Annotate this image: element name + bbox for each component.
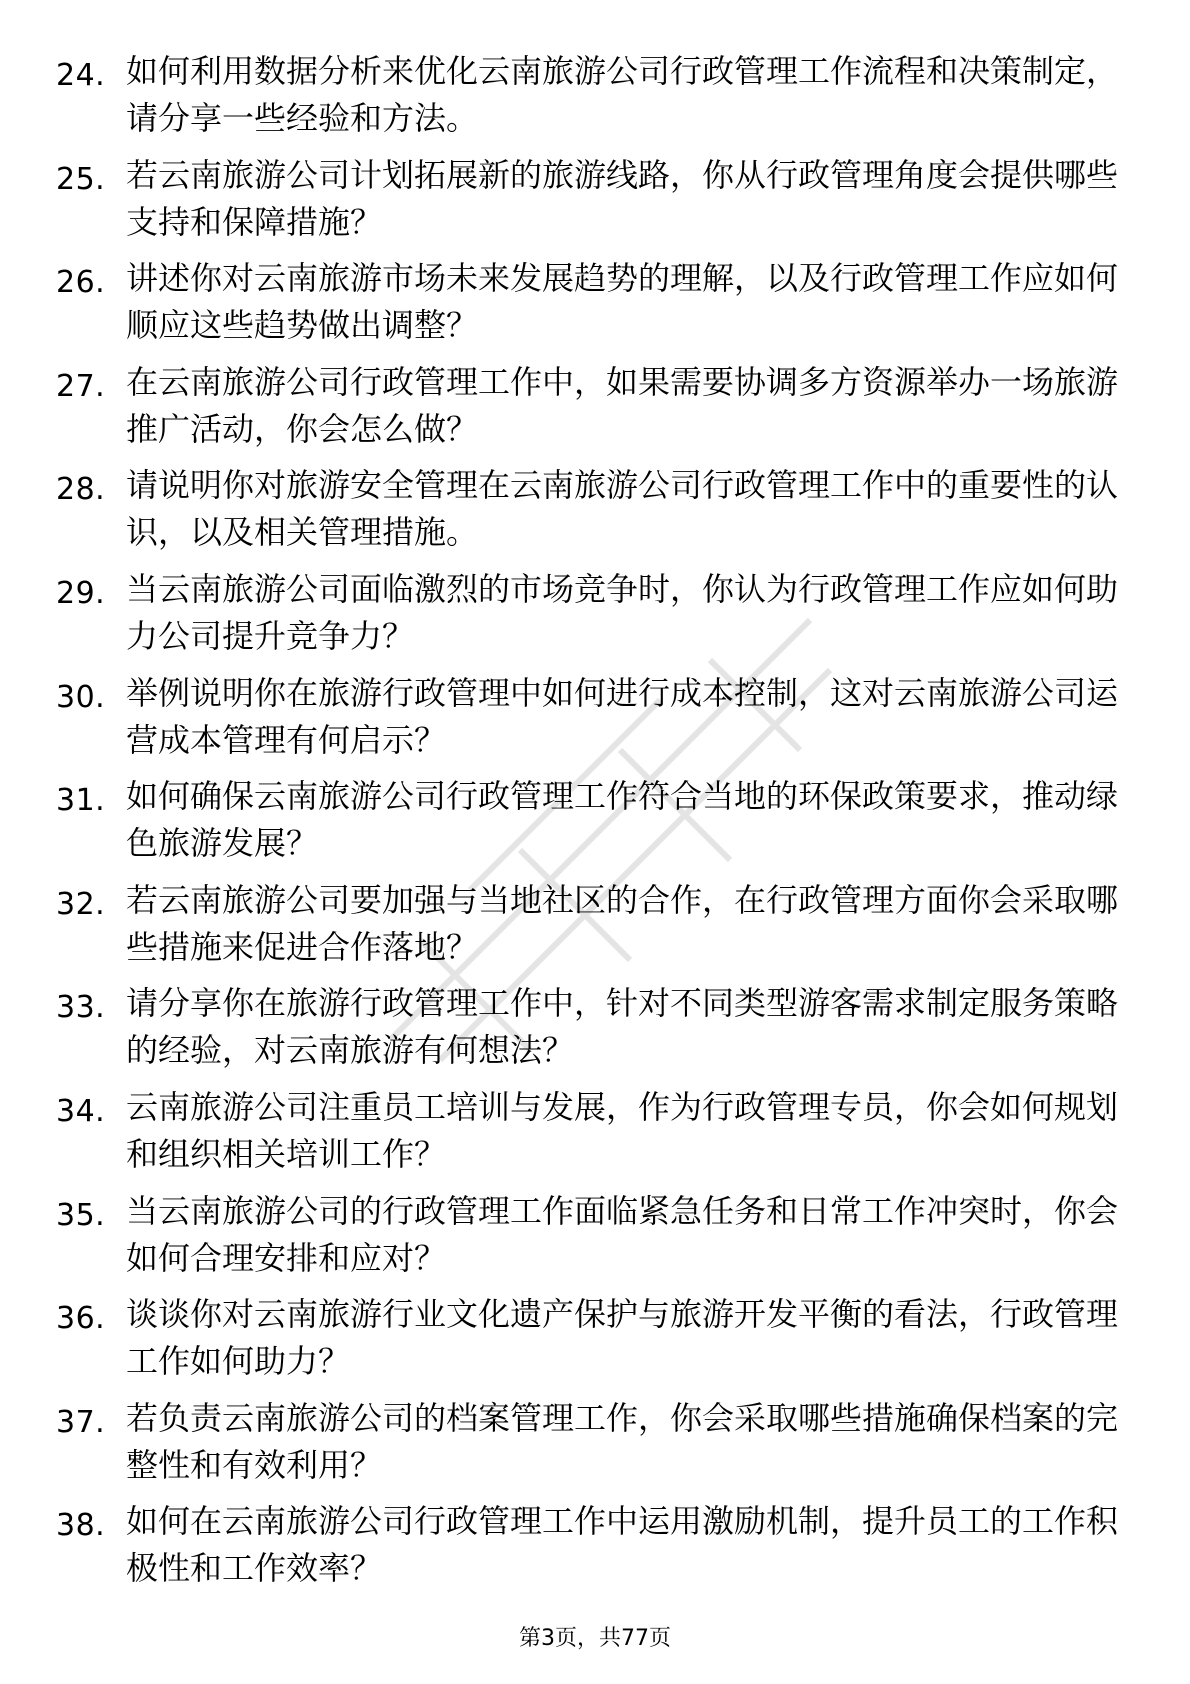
question-item (0, 773, 1190, 877)
question-number: 30. (56, 679, 106, 715)
question-item (0, 566, 1190, 670)
page-number-label: 第3页，共77页 (519, 1626, 671, 1651)
question-text: 当云南旅游公司面临激烈的市场竞争时，你认为行政管理工作应如何助力公司提升竞争力？ (126, 569, 1119, 655)
question-number: 27. (56, 368, 106, 404)
question-number: 34. (56, 1093, 106, 1129)
question-item (0, 359, 1190, 463)
question-text: 若负责云南旅游公司的档案管理工作，你会采取哪些措施确保档案的完整性和有效利用？ (126, 1398, 1119, 1484)
question-number: 25. (56, 161, 106, 197)
question-item (0, 1395, 1190, 1499)
question-item (0, 1084, 1190, 1188)
question-number: 38. (56, 1508, 106, 1544)
question-text: 云南旅游公司注重员工培训与发展，作为行政管理专员，你会如何规划和组织相关培训工作？ (126, 1087, 1119, 1173)
question-list (0, 48, 1190, 1602)
question-item (0, 877, 1190, 981)
question-item (0, 980, 1190, 1084)
question-number: 32. (56, 886, 106, 922)
question-item (0, 48, 1190, 152)
question-number: 33. (56, 990, 106, 1026)
question-number: 37. (56, 1404, 106, 1440)
page-footer (0, 1624, 1190, 1654)
question-number: 26. (56, 265, 106, 301)
question-number: 31. (56, 783, 106, 819)
question-text: 若云南旅游公司计划拓展新的旅游线路，你从行政管理角度会提供哪些支持和保障措施？ (126, 155, 1119, 241)
question-text: 如何确保云南旅游公司行政管理工作符合当地的环保政策要求，推动绿色旅游发展？ (126, 777, 1119, 863)
question-text: 讲述你对云南旅游市场未来发展趋势的理解，以及行政管理工作应如何顺应这些趋势做出调整？ (126, 259, 1119, 345)
question-item (0, 1291, 1190, 1395)
question-text: 谈谈你对云南旅游行业文化遗产保护与旅游开发平衡的看法，行政管理工作如何助力？ (126, 1295, 1119, 1381)
question-number: 35. (56, 1197, 106, 1233)
question-text: 如何在云南旅游公司行政管理工作中运用激励机制，提升员工的工作积极性和工作效率？ (126, 1502, 1119, 1588)
question-number: 36. (56, 1301, 106, 1337)
question-text: 请分享你在旅游行政管理工作中，针对不同类型游客需求制定服务策略的经验，对云南旅游有何想法？ (126, 984, 1119, 1070)
question-text: 当云南旅游公司的行政管理工作面临紧急任务和日常工作冲突时，你会如何合理安排和应对？ (126, 1191, 1119, 1277)
question-number: 29. (56, 575, 106, 611)
question-text: 若云南旅游公司要加强与当地社区的合作，在行政管理方面你会采取哪些措施来促进合作落地？ (126, 880, 1119, 966)
question-text: 在云南旅游公司行政管理工作中，如果需要协调多方资源举办一场旅游推广活动，你会怎么做？ (126, 362, 1119, 448)
question-number: 28. (56, 472, 106, 508)
question-item (0, 462, 1190, 566)
question-item (0, 152, 1190, 256)
question-text: 举例说明你在旅游行政管理中如何进行成本控制，这对云南旅游公司运营成本管理有何启示？ (126, 673, 1119, 759)
question-item (0, 255, 1190, 359)
question-text: 如何利用数据分析来优化云南旅游公司行政管理工作流程和决策制定，请分享一些经验和方法。 (126, 52, 1119, 137)
question-item (0, 1498, 1190, 1602)
question-text: 请说明你对旅游安全管理在云南旅游公司行政管理工作中的重要性的认识，以及相关管理措施。 (126, 466, 1119, 552)
question-number: 24. (56, 58, 106, 93)
question-item (0, 670, 1190, 774)
question-item (0, 1188, 1190, 1292)
